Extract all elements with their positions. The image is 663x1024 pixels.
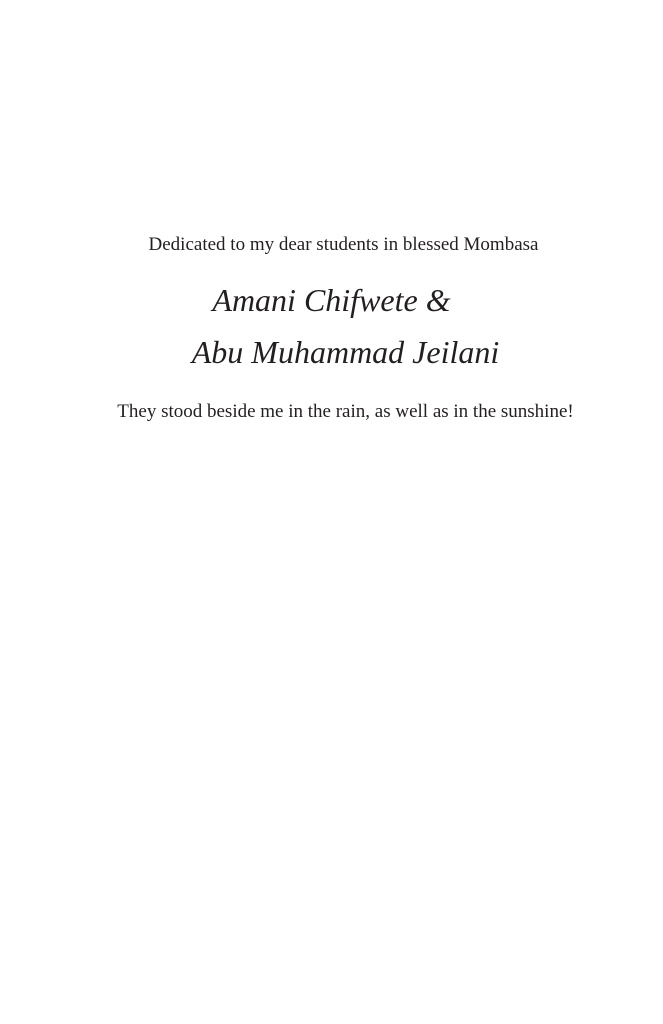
dedication-closing: They stood beside me in the rain, as well as in the sunshine! bbox=[117, 401, 574, 422]
dedication-intro: Dedicated to my dear students in blessed Mombasa bbox=[148, 234, 539, 255]
dedicatee-name-2: Abu Muhammad Jeilani bbox=[191, 334, 500, 370]
dedicatee-name-1: Amani Chifwete & bbox=[212, 282, 451, 318]
